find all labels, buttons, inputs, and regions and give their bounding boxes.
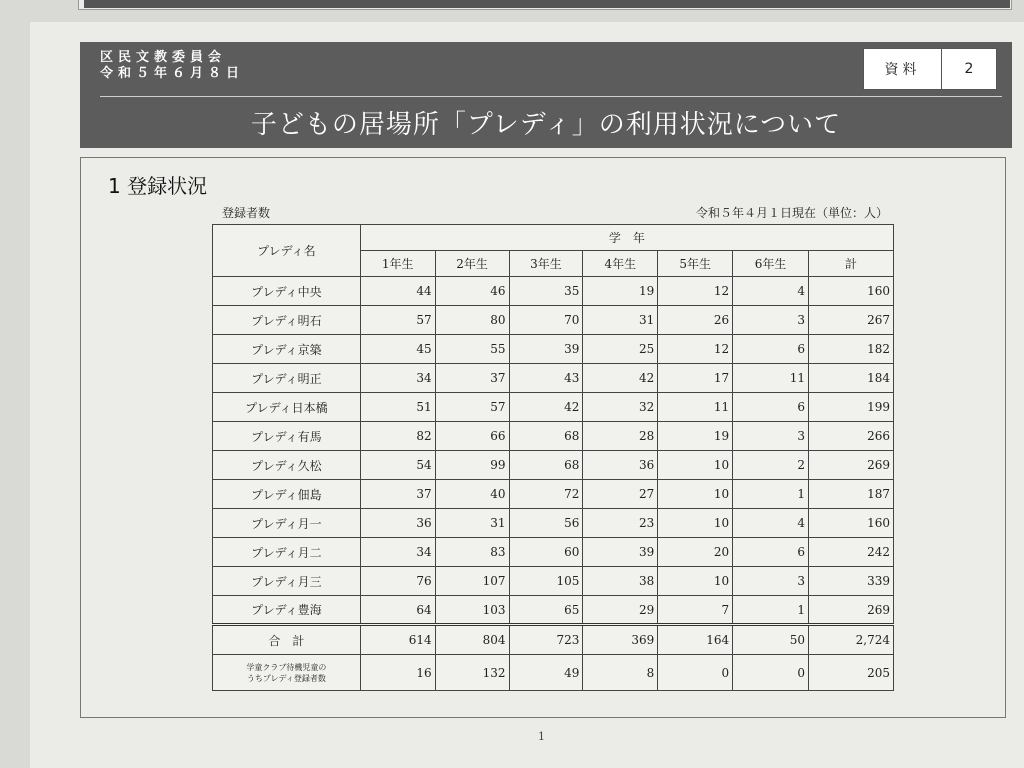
value-cell: 34 [360, 364, 435, 393]
committee-name: 区民文教委員会 [100, 50, 227, 65]
table-row [213, 422, 894, 451]
value-cell: 12 [658, 335, 733, 364]
value-cell: 1 [733, 480, 809, 509]
value-cell: 11 [658, 393, 733, 422]
value-cell: 7 [658, 596, 733, 625]
waitlist-value-cell: 16 [360, 655, 435, 691]
value-cell: 54 [360, 451, 435, 480]
value-cell: 57 [360, 306, 435, 335]
doc-number: 2 [964, 61, 974, 77]
value-cell: 26 [658, 306, 733, 335]
waitlist-row [213, 655, 894, 691]
value-cell: 80 [435, 306, 509, 335]
row-name-cell: プレディ有馬 [213, 422, 361, 451]
table-row [213, 335, 894, 364]
value-cell: 35 [509, 277, 583, 306]
value-cell: 10 [658, 567, 733, 596]
table-row [213, 393, 894, 422]
value-cell: 37 [360, 480, 435, 509]
value-cell: 46 [435, 277, 509, 306]
value-cell: 37 [435, 364, 509, 393]
value-cell: 266 [809, 422, 894, 451]
value-cell: 11 [733, 364, 809, 393]
section-heading: 1 登録状況 [108, 174, 208, 198]
registration-table [212, 224, 894, 691]
value-cell: 43 [509, 364, 583, 393]
value-cell: 3 [733, 422, 809, 451]
total-value-cell: 50 [733, 625, 809, 655]
total-value-cell: 164 [658, 625, 733, 655]
page-title: 子どもの居場所「プレディ」の利用状況について [250, 110, 842, 140]
value-cell: 40 [435, 480, 509, 509]
value-cell: 17 [658, 364, 733, 393]
value-cell: 42 [583, 364, 658, 393]
row-name-cell: プレディ月一 [213, 509, 361, 538]
value-cell: 199 [809, 393, 894, 422]
value-cell: 2 [733, 451, 809, 480]
value-cell: 27 [583, 480, 658, 509]
value-cell: 68 [509, 422, 583, 451]
waitlist-label-cell [213, 655, 361, 691]
value-cell: 160 [809, 509, 894, 538]
table-row [213, 538, 894, 567]
value-cell: 267 [809, 306, 894, 335]
row-name-cell: プレディ明石 [213, 306, 361, 335]
value-cell: 23 [583, 509, 658, 538]
value-cell: 6 [733, 393, 809, 422]
total-value-cell: 2,724 [809, 625, 894, 655]
value-cell: 65 [509, 596, 583, 625]
value-cell: 70 [509, 306, 583, 335]
value-cell: 39 [583, 538, 658, 567]
waitlist-value-cell: 49 [509, 655, 583, 691]
value-cell: 160 [809, 277, 894, 306]
header-cell: 計 [809, 251, 894, 277]
table-row [213, 451, 894, 480]
value-cell: 56 [509, 509, 583, 538]
value-cell: 182 [809, 335, 894, 364]
total-row [213, 625, 894, 655]
waitlist-label-line2: うちプレディ登録者数 [246, 673, 326, 683]
value-cell: 105 [509, 567, 583, 596]
value-cell: 184 [809, 364, 894, 393]
value-cell: 339 [809, 567, 894, 596]
value-cell: 10 [658, 451, 733, 480]
row-name-cell: プレディ豊海 [213, 596, 361, 625]
value-cell: 10 [658, 480, 733, 509]
row-name-cell: プレディ京築 [213, 335, 361, 364]
table-header-row [213, 225, 894, 251]
value-cell: 99 [435, 451, 509, 480]
value-cell: 3 [733, 567, 809, 596]
row-name-cell: プレディ中央 [213, 277, 361, 306]
document-number-box [863, 48, 997, 90]
value-cell: 19 [658, 422, 733, 451]
row-name-cell: プレディ佃島 [213, 480, 361, 509]
value-cell: 32 [583, 393, 658, 422]
row-name-cell: プレディ月二 [213, 538, 361, 567]
value-cell: 38 [583, 567, 658, 596]
table-caption-right: 令和５年４月１日現在（単位：人） [695, 206, 888, 220]
value-cell: 66 [435, 422, 509, 451]
table-row [213, 480, 894, 509]
value-cell: 39 [509, 335, 583, 364]
table-row [213, 596, 894, 625]
value-cell: 76 [360, 567, 435, 596]
value-cell: 6 [733, 335, 809, 364]
total-value-cell: 723 [509, 625, 583, 655]
value-cell: 36 [360, 509, 435, 538]
waitlist-value-cell: 132 [435, 655, 509, 691]
header-cell: 5年生 [658, 251, 733, 277]
table-row [213, 567, 894, 596]
document-header [80, 42, 1012, 148]
value-cell: 42 [509, 393, 583, 422]
value-cell: 269 [809, 596, 894, 625]
value-cell: 82 [360, 422, 435, 451]
value-cell: 36 [583, 451, 658, 480]
value-cell: 25 [583, 335, 658, 364]
row-name-cell: プレディ久松 [213, 451, 361, 480]
waitlist-value-cell: 205 [809, 655, 894, 691]
value-cell: 31 [583, 306, 658, 335]
value-cell: 1 [733, 596, 809, 625]
value-cell: 34 [360, 538, 435, 567]
value-cell: 12 [658, 277, 733, 306]
value-cell: 269 [809, 451, 894, 480]
committee-info [100, 50, 244, 82]
value-cell: 242 [809, 538, 894, 567]
header-cell: 4年生 [583, 251, 658, 277]
total-value-cell: 614 [360, 625, 435, 655]
value-cell: 4 [733, 509, 809, 538]
header-name-col: プレディ名 [213, 225, 361, 277]
value-cell: 68 [509, 451, 583, 480]
table-caption-left: 登録者数 [222, 206, 271, 220]
table-row [213, 306, 894, 335]
value-cell: 4 [733, 277, 809, 306]
value-cell: 29 [583, 596, 658, 625]
value-cell: 45 [360, 335, 435, 364]
total-value-cell: 804 [435, 625, 509, 655]
waitlist-value-cell: 0 [658, 655, 733, 691]
table-row [213, 364, 894, 393]
value-cell: 55 [435, 335, 509, 364]
value-cell: 19 [583, 277, 658, 306]
total-label-cell: 合 計 [213, 625, 361, 655]
value-cell: 107 [435, 567, 509, 596]
table-row [213, 509, 894, 538]
value-cell: 57 [435, 393, 509, 422]
previous-page-header-bar [84, 0, 1010, 8]
meeting-date: 令和５年６月８日 [100, 66, 245, 81]
waitlist-value-cell: 8 [583, 655, 658, 691]
total-value-cell: 369 [583, 625, 658, 655]
header-cell: 6年生 [733, 251, 809, 277]
header-cell: 2年生 [435, 251, 509, 277]
value-cell: 20 [658, 538, 733, 567]
value-cell: 51 [360, 393, 435, 422]
value-cell: 44 [360, 277, 435, 306]
value-cell: 6 [733, 538, 809, 567]
header-grade-group: 学 年 [360, 225, 893, 251]
value-cell: 60 [509, 538, 583, 567]
header-divider [100, 96, 1002, 97]
value-cell: 72 [509, 480, 583, 509]
value-cell: 103 [435, 596, 509, 625]
table-row [213, 277, 894, 306]
page-number: 1 [538, 730, 545, 743]
table-body [213, 225, 894, 691]
row-name-cell: プレディ月三 [213, 567, 361, 596]
header-cell: 3年生 [509, 251, 583, 277]
waitlist-label-line1: 学童クラブ待機児童の [246, 662, 327, 672]
waitlist-value-cell: 0 [733, 655, 809, 691]
value-cell: 187 [809, 480, 894, 509]
row-name-cell: プレディ明正 [213, 364, 361, 393]
value-cell: 83 [435, 538, 509, 567]
value-cell: 31 [435, 509, 509, 538]
value-cell: 64 [360, 596, 435, 625]
row-name-cell: プレディ日本橋 [213, 393, 361, 422]
value-cell: 28 [583, 422, 658, 451]
doc-label: 資料 [864, 49, 942, 89]
value-cell: 10 [658, 509, 733, 538]
header-cell: 1年生 [360, 251, 435, 277]
value-cell: 3 [733, 306, 809, 335]
